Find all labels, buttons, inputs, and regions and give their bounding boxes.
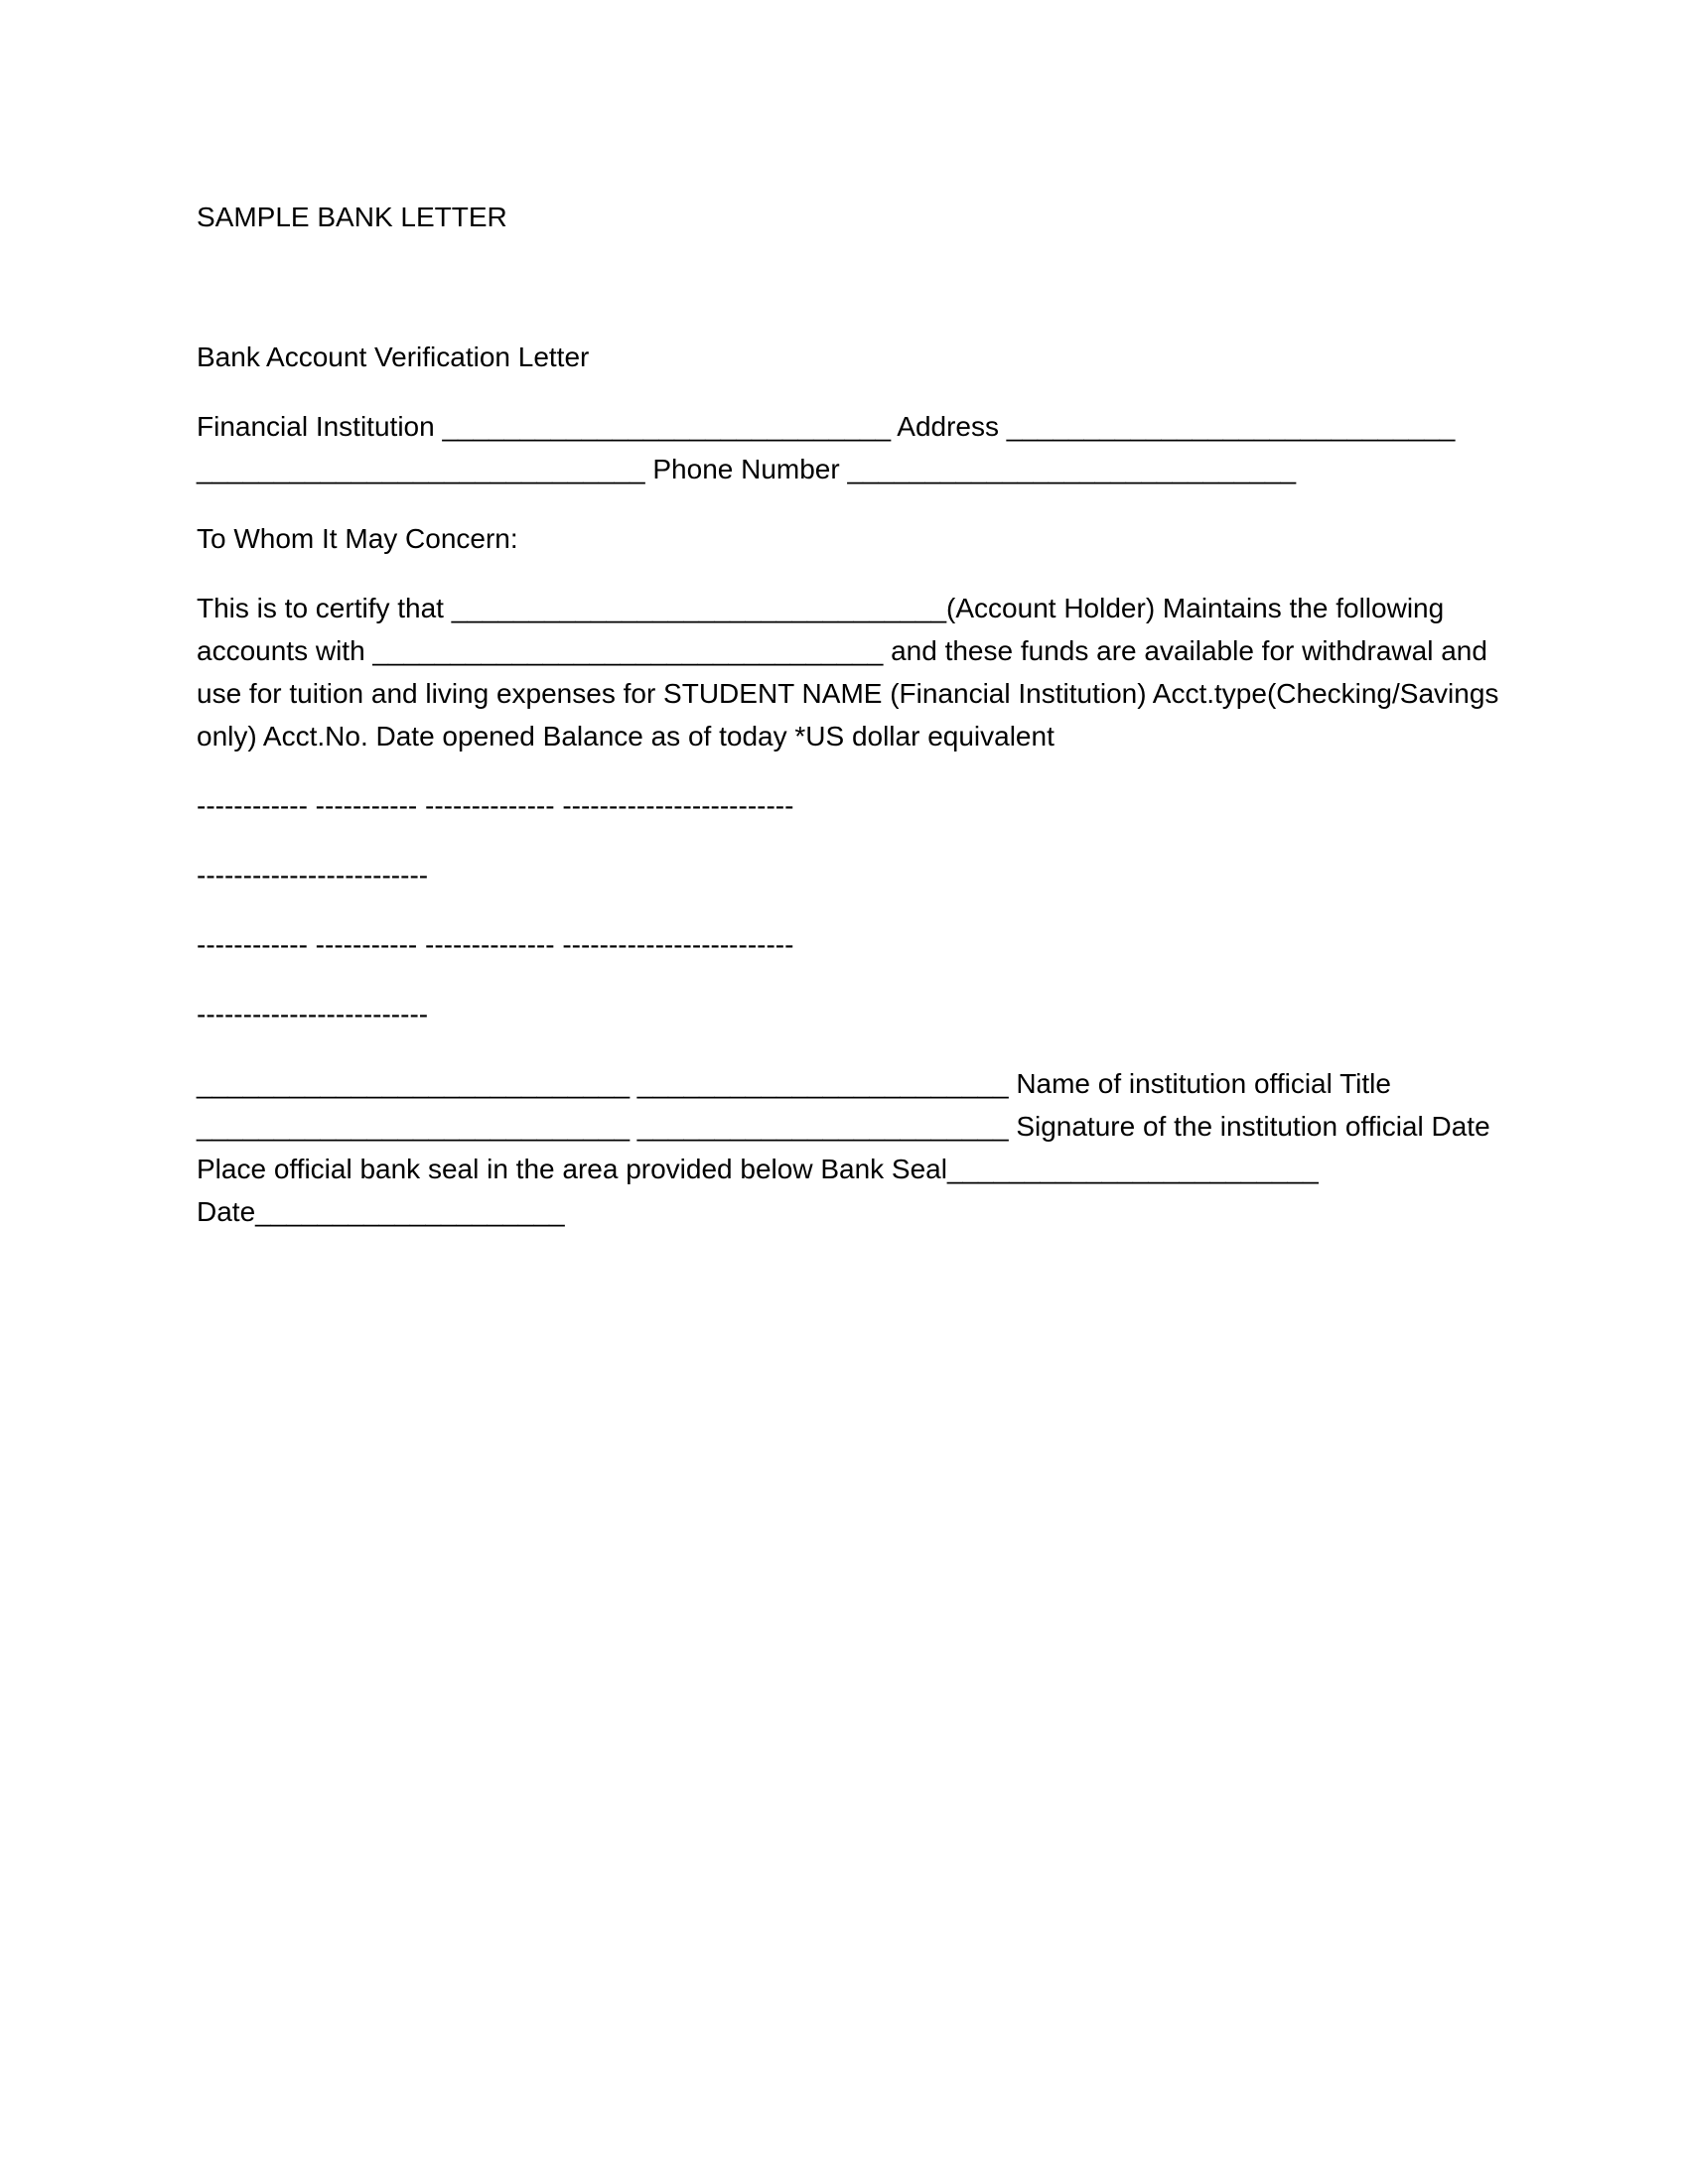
phone-number-line: _____________________________ Phone Number _____________________________ (197, 454, 1297, 484)
body-line: This is to certify that ________________________________(Account Holder) Maintains the following (197, 593, 1445, 623)
account-table-row: ------------------------- (197, 860, 429, 890)
account-table-row: ------------ ----------- -------------- ------------------------- (197, 929, 794, 960)
salutation: To Whom It May Concern: (197, 523, 518, 554)
account-table-row: ------------ ----------- -------------- ------------------------- (197, 790, 794, 821)
letter-title: Bank Account Verification Letter (197, 341, 590, 372)
body-line: only) Acct.No. Date opened Balance as of today *US dollar equivalent (197, 721, 1055, 751)
official-name-title-line: ____________________________ ________________________ Name of institution official Title (197, 1068, 1391, 1099)
account-table-row: ------------------------- (197, 999, 429, 1029)
date-line: Date____________________ (197, 1196, 565, 1227)
institution-address-line: Financial Institution _____________________________ Address _____________________________ (197, 411, 1456, 442)
body-line: use for tuition and living expenses for STUDENT NAME (Financial Institution) Acct.type(Checking/Savings (197, 678, 1499, 709)
body-line: accounts with _________________________________ and these funds are available for withdrawal and (197, 635, 1487, 666)
official-signature-date-line: ____________________________ ________________________ Signature of the institution official Date (197, 1111, 1490, 1142)
sample-title: SAMPLE BANK LETTER (197, 202, 507, 232)
bank-seal-line: Place official bank seal in the area provided below Bank Seal________________________ (197, 1154, 1319, 1184)
